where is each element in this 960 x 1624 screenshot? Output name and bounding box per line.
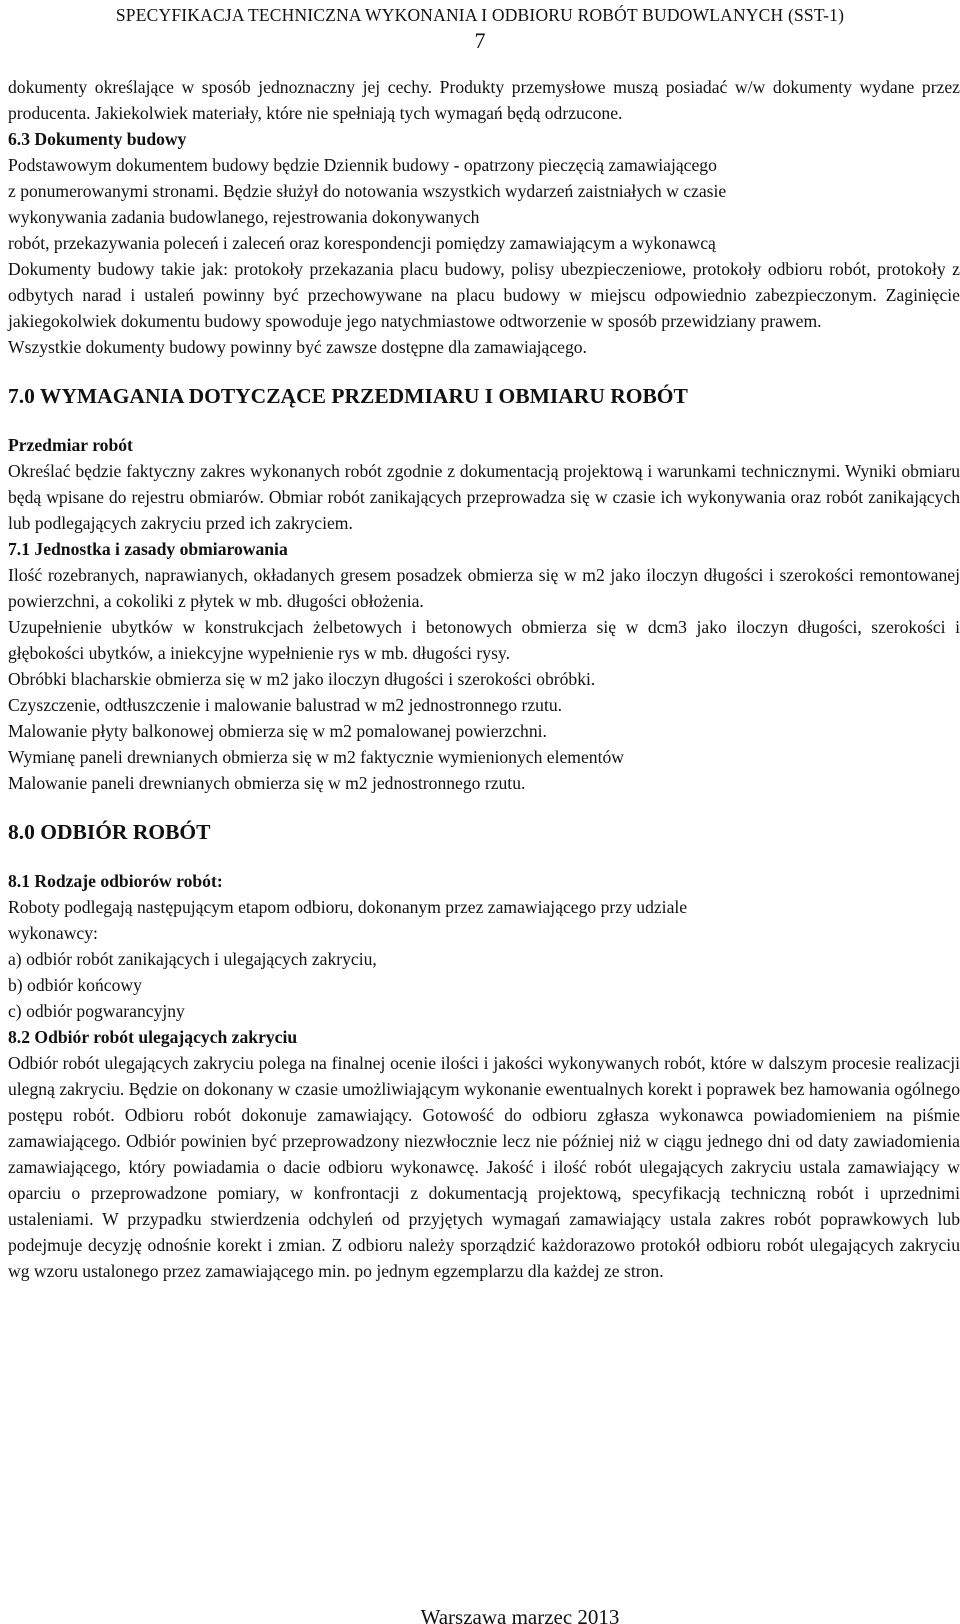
section-7-1-heading: 7.1 Jednostka i zasady obmiarowania <box>8 539 288 559</box>
page-number: 7 <box>474 28 486 53</box>
list-item-c: c) odbiór pogwarancyjny <box>8 1001 185 1021</box>
section-8-1-line-1: Roboty podlegają następującym etapom odbioru, dokonanym przez zamawiającego przy udziale <box>8 897 688 917</box>
section-7-1-line-6: Wymianę paneli drewnianych obmierza się w m2 faktycznie wymienionych elementów <box>8 747 624 767</box>
section-7-0-paragraph: Określać będzie faktyczny zakres wykonanych robót zgodnie z dokumentacją projektową i warunkami technicznymi. Wyniki obmiaru będą wpisane do rejestru obmiarów. Obmiar robót zanikających przeprowadza się w czasie ich wykonywania oraz robót zanikających lub podlegających zakryciu przed ich zakryciem. <box>8 461 960 533</box>
list-item-a: a) odbiór robót zanikających i ulegających zakryciu, <box>8 949 377 969</box>
section-8-1-heading: 8.1 Rodzaje odbiorów robót: <box>8 871 223 891</box>
document-body <box>8 74 960 1284</box>
section-8-1-line-2: wykonawcy: <box>8 923 98 943</box>
intro-paragraph: dokumenty określające w sposób jednoznaczny jej cechy. Produkty przemysłowe muszą posiadać w/w dokumenty wydane przez producenta. Jakiekolwiek materiały, które nie spełniają tych wymagań będą odrzucone. <box>8 77 960 123</box>
section-7-1-line-7: Malowanie paneli drewnianych obmierza się w m2 jednostronnego rzutu. <box>8 773 526 793</box>
header-title: SPECYFIKACJA TECHNICZNA WYKONANIA I ODBIORU ROBÓT BUDOWLANYCH (SST-1) <box>115 5 845 25</box>
section-6-3-paragraph-2: Dokumenty budowy takie jak: protokoły przekazania placu budowy, polisy ubezpieczeniowe, protokoły odbioru robót, protokoły z odbytych narad i ustaleń powinny być przechowywane na placu budowy w miejscu odpowiednio zabezpieczonym. Zaginięcie jakiegokolwiek dokumentu budowy spowoduje jego natychmiastowe odtworzenie w sposób przewidziany prawem. <box>8 259 960 331</box>
section-7-0-subheading: Przedmiar robót <box>8 435 133 455</box>
section-8-2-heading: 8.2 Odbiór robót ulegających zakryciu <box>8 1027 298 1047</box>
section-7-1-line-3: Obróbki blacharskie obmierza się w m2 jako iloczyn długości i szerokości obróbki. <box>8 669 596 689</box>
section-6-3-line-2: z ponumerowanymi stronami. Będzie służył do notowania wszystkich wydarzeń zaistniałych w czasie <box>8 181 727 201</box>
list-item-b: b) odbiór końcowy <box>8 975 142 995</box>
page-footer: Warszawa marzec 2013 <box>420 1605 620 1624</box>
section-6-3-paragraph-3: Wszystkie dokumenty budowy powinny być zawsze dostępne dla zamawiającego. <box>8 337 587 357</box>
section-7-1-line-5: Malowanie płyty balkonowej obmierza się w m2 pomalowanej powierzchni. <box>8 721 547 741</box>
section-6-3-heading: 6.3 Dokumenty budowy <box>8 129 187 149</box>
section-7-1-line-4: Czyszczenie, odtłuszczenie i malowanie balustrad w m2 jednostronnego rzutu. <box>8 695 563 715</box>
section-7-0-heading: 7.0 WYMAGANIA DOTYCZĄCE PRZEDMIARU I OBMIARU ROBÓT <box>8 384 688 408</box>
section-8-2-paragraph: Odbiór robót ulegających zakryciu polega na finalnej ocenie ilości i jakości wykonywanych robót, które w dalszym procesie realizacji ulegną zakryciu. Będzie on dokonany w czasie umożliwiającym wykonanie ewentualnych korekt i poprawek bez hamowania ogólnego postępu robót. Odbioru robót dokonuje zamawiający. Gotowość do odbioru zgłasza wykonawca powiadomieniem na piśmie zamawiającego. Odbiór powinien być przeprowadzony niezwłocznie lecz nie później niż w ciągu jednego dni od daty zawiadomienia zamawiającego, który powiadamia o dacie odbioru wykonawcę. Jakość i ilość robót ulegających zakryciu ustala zamawiający w oparciu o przeprowadzone pomiary, w konfrontacji z dokumentacją projektową, specyfikacją techniczną robót i uprzednimi ustaleniami. W przypadku stwierdzenia odchyleń od przyjętych wymagań zamawiający ustala zakres robót poprawkowych lub podejmuje decyzję odnośnie korekt i zmian. Z odbioru należy sporządzić każdorazowo protokół odbioru robót ulegających zakryciu wg wzoru ustalonego przez zamawiającego min. po jednym egzemplarzu dla każdej ze stron. <box>8 1053 960 1281</box>
section-7-1-paragraph-2: Uzupełnienie ubytków w konstrukcjach żelbetowych i betonowych obmierza się w dcm3 jako iloczyn długości, szerokości i głębokości ubytków, a iniekcyjne wypełnienie rys w mb. długości rysy. <box>8 617 960 663</box>
section-7-1-paragraph-1: Ilość rozebranych, naprawianych, okładanych gresem posadzek obmierza się w m2 jako iloczyn długości i szerokości remontowanej powierzchni, a cokoliki z płytek w mb. długości obłożenia. <box>8 565 960 611</box>
section-8-0-heading: 8.0 ODBIÓR ROBÓT <box>8 820 211 844</box>
section-6-3-line-3: wykonywania zadania budowlanego, rejestrowania dokonywanych <box>8 207 480 227</box>
section-6-3-line-1: Podstawowym dokumentem budowy będzie Dziennik budowy - opatrzony pieczęcią zamawiającego <box>8 155 717 175</box>
section-6-3-line-4: robót, przekazywania poleceń i zaleceń oraz korespondencji pomiędzy zamawiającym a wykonawcą <box>8 233 716 253</box>
page-header <box>0 0 960 54</box>
